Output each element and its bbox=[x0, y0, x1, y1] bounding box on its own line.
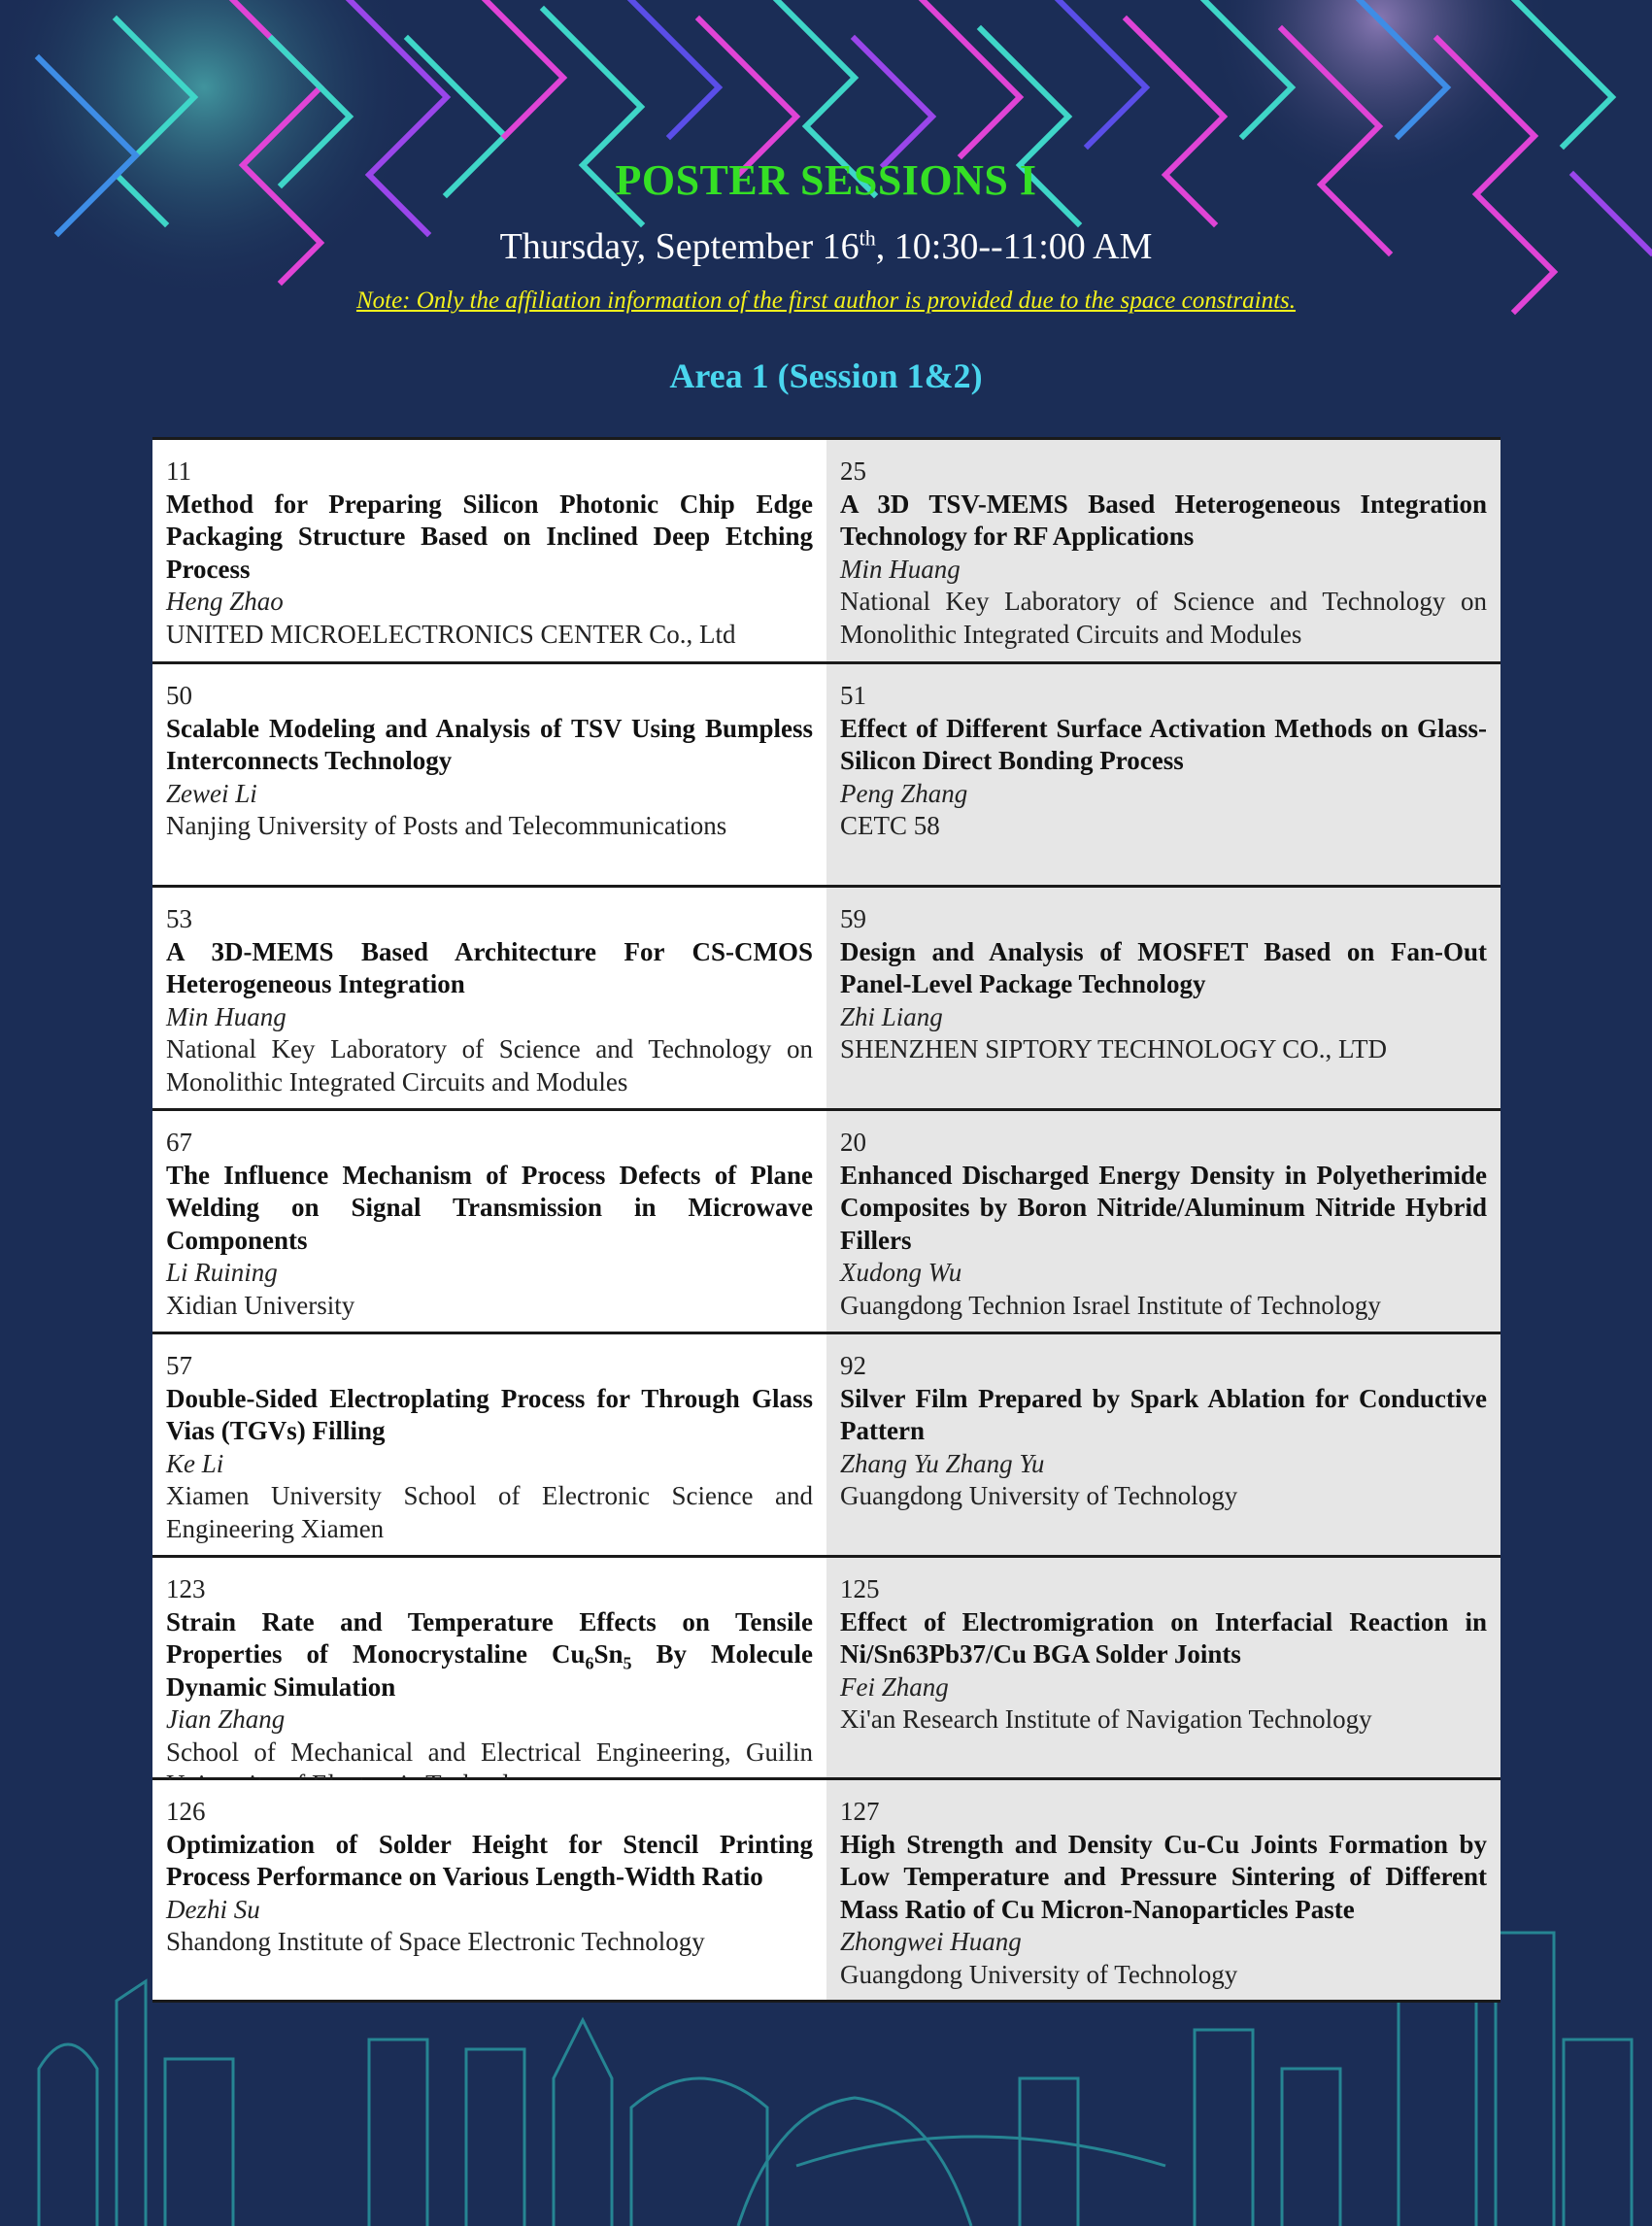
poster-cell-right bbox=[826, 1780, 1500, 2000]
page-title: POSTER SESSIONS I bbox=[615, 156, 1037, 204]
poster-affiliation: Guangdong University of Technology bbox=[840, 1481, 1238, 1510]
poster-author: Heng Zhao bbox=[166, 587, 284, 616]
poster-number: 57 bbox=[166, 1351, 192, 1380]
poster-cell-left bbox=[152, 1558, 826, 1777]
poster-number: 20 bbox=[840, 1128, 866, 1157]
datetime-prefix: Thursday, September 16 bbox=[499, 226, 860, 267]
datetime-sup: th bbox=[859, 225, 876, 251]
table-row bbox=[152, 664, 1500, 888]
poster-number: 92 bbox=[840, 1351, 866, 1380]
poster-cell-left bbox=[152, 1334, 826, 1555]
poster-affiliation: National Key Laboratory of Science and Technology on Monolithic Integrated Circuits and Modules bbox=[166, 1034, 813, 1096]
poster-author: Zhongwei Huang bbox=[840, 1927, 1022, 1956]
poster-title: Double-Sided Electroplating Process for Through Glass Vias (TGVs) Filling bbox=[166, 1383, 813, 1445]
poster-affiliation: School of Mechanical and Electrical Engineering, Guilin bbox=[166, 1737, 813, 1767]
poster-title: Effect of Different Surface Activation Methods on Glass-Silicon Direct Bonding Process bbox=[840, 713, 1487, 775]
poster-number: 126 bbox=[166, 1797, 206, 1826]
poster-affiliation: SHENZHEN SIPTORY TECHNOLOGY CO., LTD bbox=[840, 1034, 1388, 1063]
poster-cell-right bbox=[826, 888, 1500, 1108]
poster-cell-left bbox=[152, 440, 826, 661]
area-heading: Area 1 (Session 1&2) bbox=[669, 356, 983, 395]
poster-cell-right bbox=[826, 1334, 1500, 1555]
poster-title: Silver Film Prepared by Spark Ablation for Conductive Pattern bbox=[840, 1383, 1487, 1445]
poster-affiliation: National Key Laboratory of Science and Technology on Monolithic Integrated Circuits and Modules bbox=[840, 587, 1487, 649]
table-row bbox=[152, 1334, 1500, 1558]
poster-title-part: By Molecule Dynamic Simulation bbox=[166, 1639, 813, 1702]
poster-affiliation: Shandong Institute of Space Electronic Technology bbox=[166, 1927, 705, 1956]
poster-title: Optimization of Solder Height for Stencil Printing Process Performance on Various Length-Width Ratio bbox=[166, 1829, 813, 1891]
poster-title-part: Sn bbox=[593, 1639, 624, 1669]
poster-number: 11 bbox=[166, 456, 191, 486]
poster-title-part: 6 bbox=[585, 1653, 594, 1673]
poster-title: Scalable Modeling and Analysis of TSV Using Bumpless Interconnects Technology bbox=[166, 713, 813, 775]
session-datetime bbox=[0, 225, 1652, 268]
poster-author: Xudong Wu bbox=[840, 1258, 962, 1287]
poster-number: 53 bbox=[166, 904, 192, 933]
table-row bbox=[152, 1780, 1500, 2003]
poster-author: Peng Zhang bbox=[840, 778, 968, 808]
poster-number: 123 bbox=[166, 1574, 206, 1603]
poster-author: Jian Zhang bbox=[166, 1704, 286, 1734]
poster-affiliation: UNITED MICROELECTRONICS CENTER Co., Ltd bbox=[166, 619, 736, 649]
table-row bbox=[152, 888, 1500, 1111]
poster-title: The Influence Mechanism of Process Defects of Plane Welding on Signal Transmission in Microwave Components bbox=[166, 1160, 813, 1255]
table-row bbox=[152, 1558, 1500, 1780]
poster-table bbox=[152, 437, 1500, 2003]
poster-author: Li Ruining bbox=[166, 1258, 278, 1287]
poster-title: Effect of Electromigration on Interfacial Reaction in Ni/Sn63Pb37/Cu BGA Solder Joints bbox=[840, 1606, 1487, 1669]
poster-number: 125 bbox=[840, 1574, 880, 1603]
poster-title: Method for Preparing Silicon Photonic Chip Edge Packaging Structure Based on Inclined Deep Etching Process bbox=[166, 489, 813, 584]
poster-number: 50 bbox=[166, 681, 192, 710]
datetime-suffix: , 10:30--11:00 AM bbox=[875, 226, 1153, 267]
poster-author: Zewei Li bbox=[166, 778, 257, 808]
poster-cell-right bbox=[826, 1111, 1500, 1332]
poster-author: Min Huang bbox=[840, 554, 961, 584]
poster-cell-right bbox=[826, 440, 1500, 661]
poster-number: 51 bbox=[840, 681, 866, 710]
poster-affiliation: CETC 58 bbox=[840, 811, 940, 840]
poster-affiliation: Xi'an Research Institute of Navigation Technology bbox=[840, 1704, 1372, 1734]
poster-author: Ke Li bbox=[166, 1448, 224, 1478]
poster-cell-left bbox=[152, 664, 826, 885]
poster-author: Dezhi Su bbox=[166, 1894, 260, 1924]
poster-title-part: Strain Rate and Temperature Effects on Tensile Properties of Monocrystaline Cu bbox=[166, 1606, 813, 1669]
poster-affiliation: Nanjing University of Posts and Telecommunications bbox=[166, 811, 727, 840]
poster-cell-left bbox=[152, 888, 826, 1108]
poster-title: High Strength and Density Cu-Cu Joints Formation by Low Temperature and Pressure Sintering of Different Mass Ratio of Cu Micron-Nanoparticles Paste bbox=[840, 1829, 1487, 1924]
poster-number: 59 bbox=[840, 904, 866, 933]
poster-title-part: 5 bbox=[623, 1653, 632, 1673]
poster-number: 127 bbox=[840, 1797, 880, 1826]
poster-title: Design and Analysis of MOSFET Based on Fan-Out Panel-Level Package Technology bbox=[840, 936, 1487, 998]
poster-affiliation: Xidian University bbox=[166, 1290, 355, 1320]
poster-author: Zhang Yu Zhang Yu bbox=[840, 1448, 1045, 1478]
poster-cell-right bbox=[826, 664, 1500, 885]
poster-author: Min Huang bbox=[166, 1001, 287, 1031]
poster-number: 67 bbox=[166, 1128, 192, 1157]
table-row bbox=[152, 440, 1500, 664]
poster-author: Fei Zhang bbox=[840, 1671, 949, 1702]
poster-title: A 3D-MEMS Based Architecture For CS-CMOS Heterogeneous Integration bbox=[166, 936, 813, 998]
poster-affiliation: Guangdong Technion Israel Institute of Technology bbox=[840, 1290, 1381, 1320]
poster-cell-left bbox=[152, 1780, 826, 2000]
affiliation-note: Note: Only the affiliation information of the first author is provided due to the space constraints. bbox=[355, 287, 1297, 314]
poster-author: Zhi Liang bbox=[840, 1001, 943, 1031]
poster-title bbox=[166, 1606, 813, 1704]
poster-number: 25 bbox=[840, 456, 866, 486]
poster-cell-left bbox=[152, 1111, 826, 1332]
poster-affiliation: Xiamen University School of Electronic Science and Engineering Xiamen bbox=[166, 1481, 813, 1543]
poster-affiliation: Guangdong University of Technology bbox=[840, 1959, 1238, 1989]
poster-title: Enhanced Discharged Energy Density in Polyetherimide Composites by Boron Nitride/Aluminum Nitride Hybrid Fillers bbox=[840, 1160, 1487, 1255]
table-row bbox=[152, 1111, 1500, 1334]
poster-cell-right bbox=[826, 1558, 1500, 1777]
poster-title: A 3D TSV-MEMS Based Heterogeneous Integration Technology for RF Applications bbox=[840, 489, 1487, 551]
